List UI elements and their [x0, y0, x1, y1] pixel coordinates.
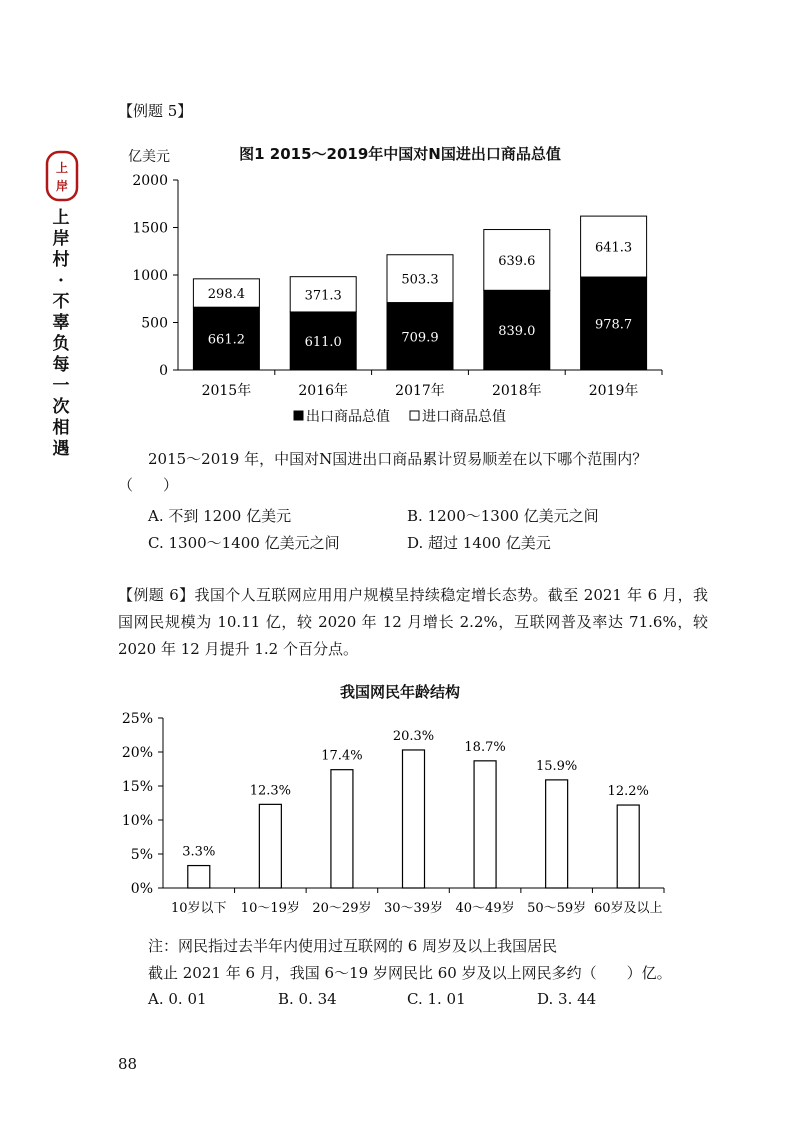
chart1-x-tick-label: 2019年 — [588, 383, 639, 399]
chart2-title: 我国网民年龄结构 — [339, 683, 460, 701]
example5-label: 【例题 5】 — [118, 102, 193, 120]
chart2-bar — [331, 770, 353, 888]
chart2-data-label: 15.9% — [535, 758, 578, 774]
example6-option-c: C. 1. 01 — [407, 990, 466, 1008]
chart2-data-label: 17.4% — [321, 748, 363, 764]
chart2-x-tick-label: 30～39岁 — [383, 901, 444, 916]
example6-note: 注：网民指过去半年内使用过互联网的 6 周岁及以上我国居民 — [148, 937, 558, 955]
chart1-data-label-import: 641.3 — [594, 240, 633, 256]
svg-text:岸: 岸 — [55, 179, 69, 193]
chart2-x-tick-label: 20～29岁 — [312, 901, 372, 916]
example6-option-b: B. 0. 34 — [278, 990, 337, 1008]
chart1-x-tick-label: 2017年 — [395, 383, 445, 399]
chart2-bar — [188, 866, 210, 888]
side-vertical-char: 一 — [52, 376, 70, 396]
chart1-data-label-export: 978.7 — [594, 317, 633, 333]
chart2-bar — [617, 805, 639, 888]
example5-blank: （ ） — [118, 476, 179, 494]
example5-option-c: C. 1300～1400 亿美元之间 — [148, 534, 340, 552]
example6-question: 截止 2021 年 6 月，我国 6～19 岁网民比 60 岁及以上网民多约（ ）亿。 — [148, 964, 672, 982]
example6-label: 【例题 6】 — [118, 586, 195, 604]
side-vertical-char: 遇 — [52, 439, 70, 459]
chart1-y-tick-label: 500 — [141, 315, 168, 332]
chart2-data-label: 20.3% — [392, 728, 435, 744]
chart2-x-tick-label: 40～49岁 — [455, 901, 515, 916]
chart2-bar — [259, 804, 281, 888]
chart1-data-label-import: 371.3 — [304, 288, 342, 304]
side-vertical-char: 负 — [52, 334, 70, 354]
chart1-legend-export: 出口商品总值 — [306, 409, 390, 425]
example5-option-d: D. 超过 1400 亿美元 — [407, 534, 551, 552]
chart1-y-tick-label: 2000 — [132, 173, 168, 189]
chart1-data-label-export: 661.2 — [207, 332, 246, 348]
example5-option-a: A. 不到 1200 亿美元 — [148, 507, 292, 525]
chart2-bar — [474, 761, 496, 888]
chart1-unit: 亿美元 — [128, 149, 170, 165]
chart1-x-tick-label: 2016年 — [298, 383, 349, 399]
chart2-x-tick-label: 50～59岁 — [527, 901, 587, 916]
page-number: 88 — [118, 1055, 138, 1073]
chart1-data-label-import: 503.3 — [401, 272, 439, 288]
side-vertical-char: 岸 — [52, 229, 70, 249]
chart2-y-tick-label: 10% — [121, 813, 153, 829]
chart1-data-label-import: 639.6 — [498, 253, 536, 269]
chart2-data-label: 12.3% — [249, 783, 292, 799]
svg-text:上: 上 — [55, 161, 69, 175]
chart2-y-tick-label: 20% — [121, 745, 153, 761]
chart1-data-label-export: 839.0 — [498, 324, 536, 340]
chart2-x-tick-label: 10～19岁 — [240, 901, 300, 916]
chart2-y-tick-label: 0% — [130, 881, 153, 897]
chart2-x-tick-label: 60岁及以上 — [593, 901, 663, 916]
chart2-data-label: 3.3% — [182, 844, 216, 860]
chart2-data-label: 12.2% — [607, 784, 649, 800]
example5-question: 2015～2019 年，中国对N国进出口商品累计贸易顺差在以下哪个范围内？ — [148, 450, 648, 468]
chart1-y-tick-label: 0 — [159, 363, 168, 379]
chart1-y-tick-label: 1500 — [132, 220, 168, 237]
chart1-data-label-export: 709.9 — [401, 330, 439, 346]
side-vertical-char: 村 — [52, 250, 70, 270]
chart1-legend-import: 进口商品总值 — [422, 409, 506, 425]
example5-option-b: B. 1200～1300 亿美元之间 — [407, 507, 599, 525]
example6-text: 我国个人互联网应用用户规模呈持续稳定增长态势。截至 2021 年 6 月，我国网民规模为 10.11 亿，较 2020 年 12 月增长 2.2%，互联网普及率达 71.6%，较 2020 年 12 月提升 1.2 个百分点。 — [118, 586, 709, 658]
chart1-title: 图1 2015～2019年中国对N国进出口商品总值 — [239, 145, 561, 163]
side-vertical-char: 不 — [52, 292, 70, 312]
side-vertical-char: · — [58, 271, 64, 291]
chart1-y-tick-label: 1000 — [132, 268, 168, 284]
chart1-data-label-import: 298.4 — [207, 287, 246, 303]
chart2-y-tick-label: 5% — [130, 847, 153, 863]
side-vertical-char: 相 — [52, 418, 70, 438]
example6-option-d: D. 3. 44 — [537, 990, 597, 1008]
chart2-y-tick-label: 25% — [121, 711, 153, 727]
chart2-bar — [546, 780, 568, 888]
chart2-y-tick-label: 15% — [121, 779, 153, 795]
chart1-x-tick-label: 2018年 — [491, 383, 542, 399]
side-vertical-char: 辜 — [52, 313, 70, 333]
side-vertical-char: 上 — [52, 208, 70, 228]
chart2-x-tick-label: 10岁以下 — [171, 901, 227, 916]
chart2-bar — [403, 750, 425, 888]
side-vertical-char: 每 — [52, 355, 70, 375]
chart1-x-tick-label: 2015年 — [201, 383, 252, 399]
example6-option-a: A. 0. 01 — [148, 990, 207, 1008]
side-vertical-char: 次 — [52, 397, 70, 417]
chart1-data-label-export: 611.0 — [304, 334, 342, 350]
chart2-data-label: 18.7% — [464, 739, 506, 755]
